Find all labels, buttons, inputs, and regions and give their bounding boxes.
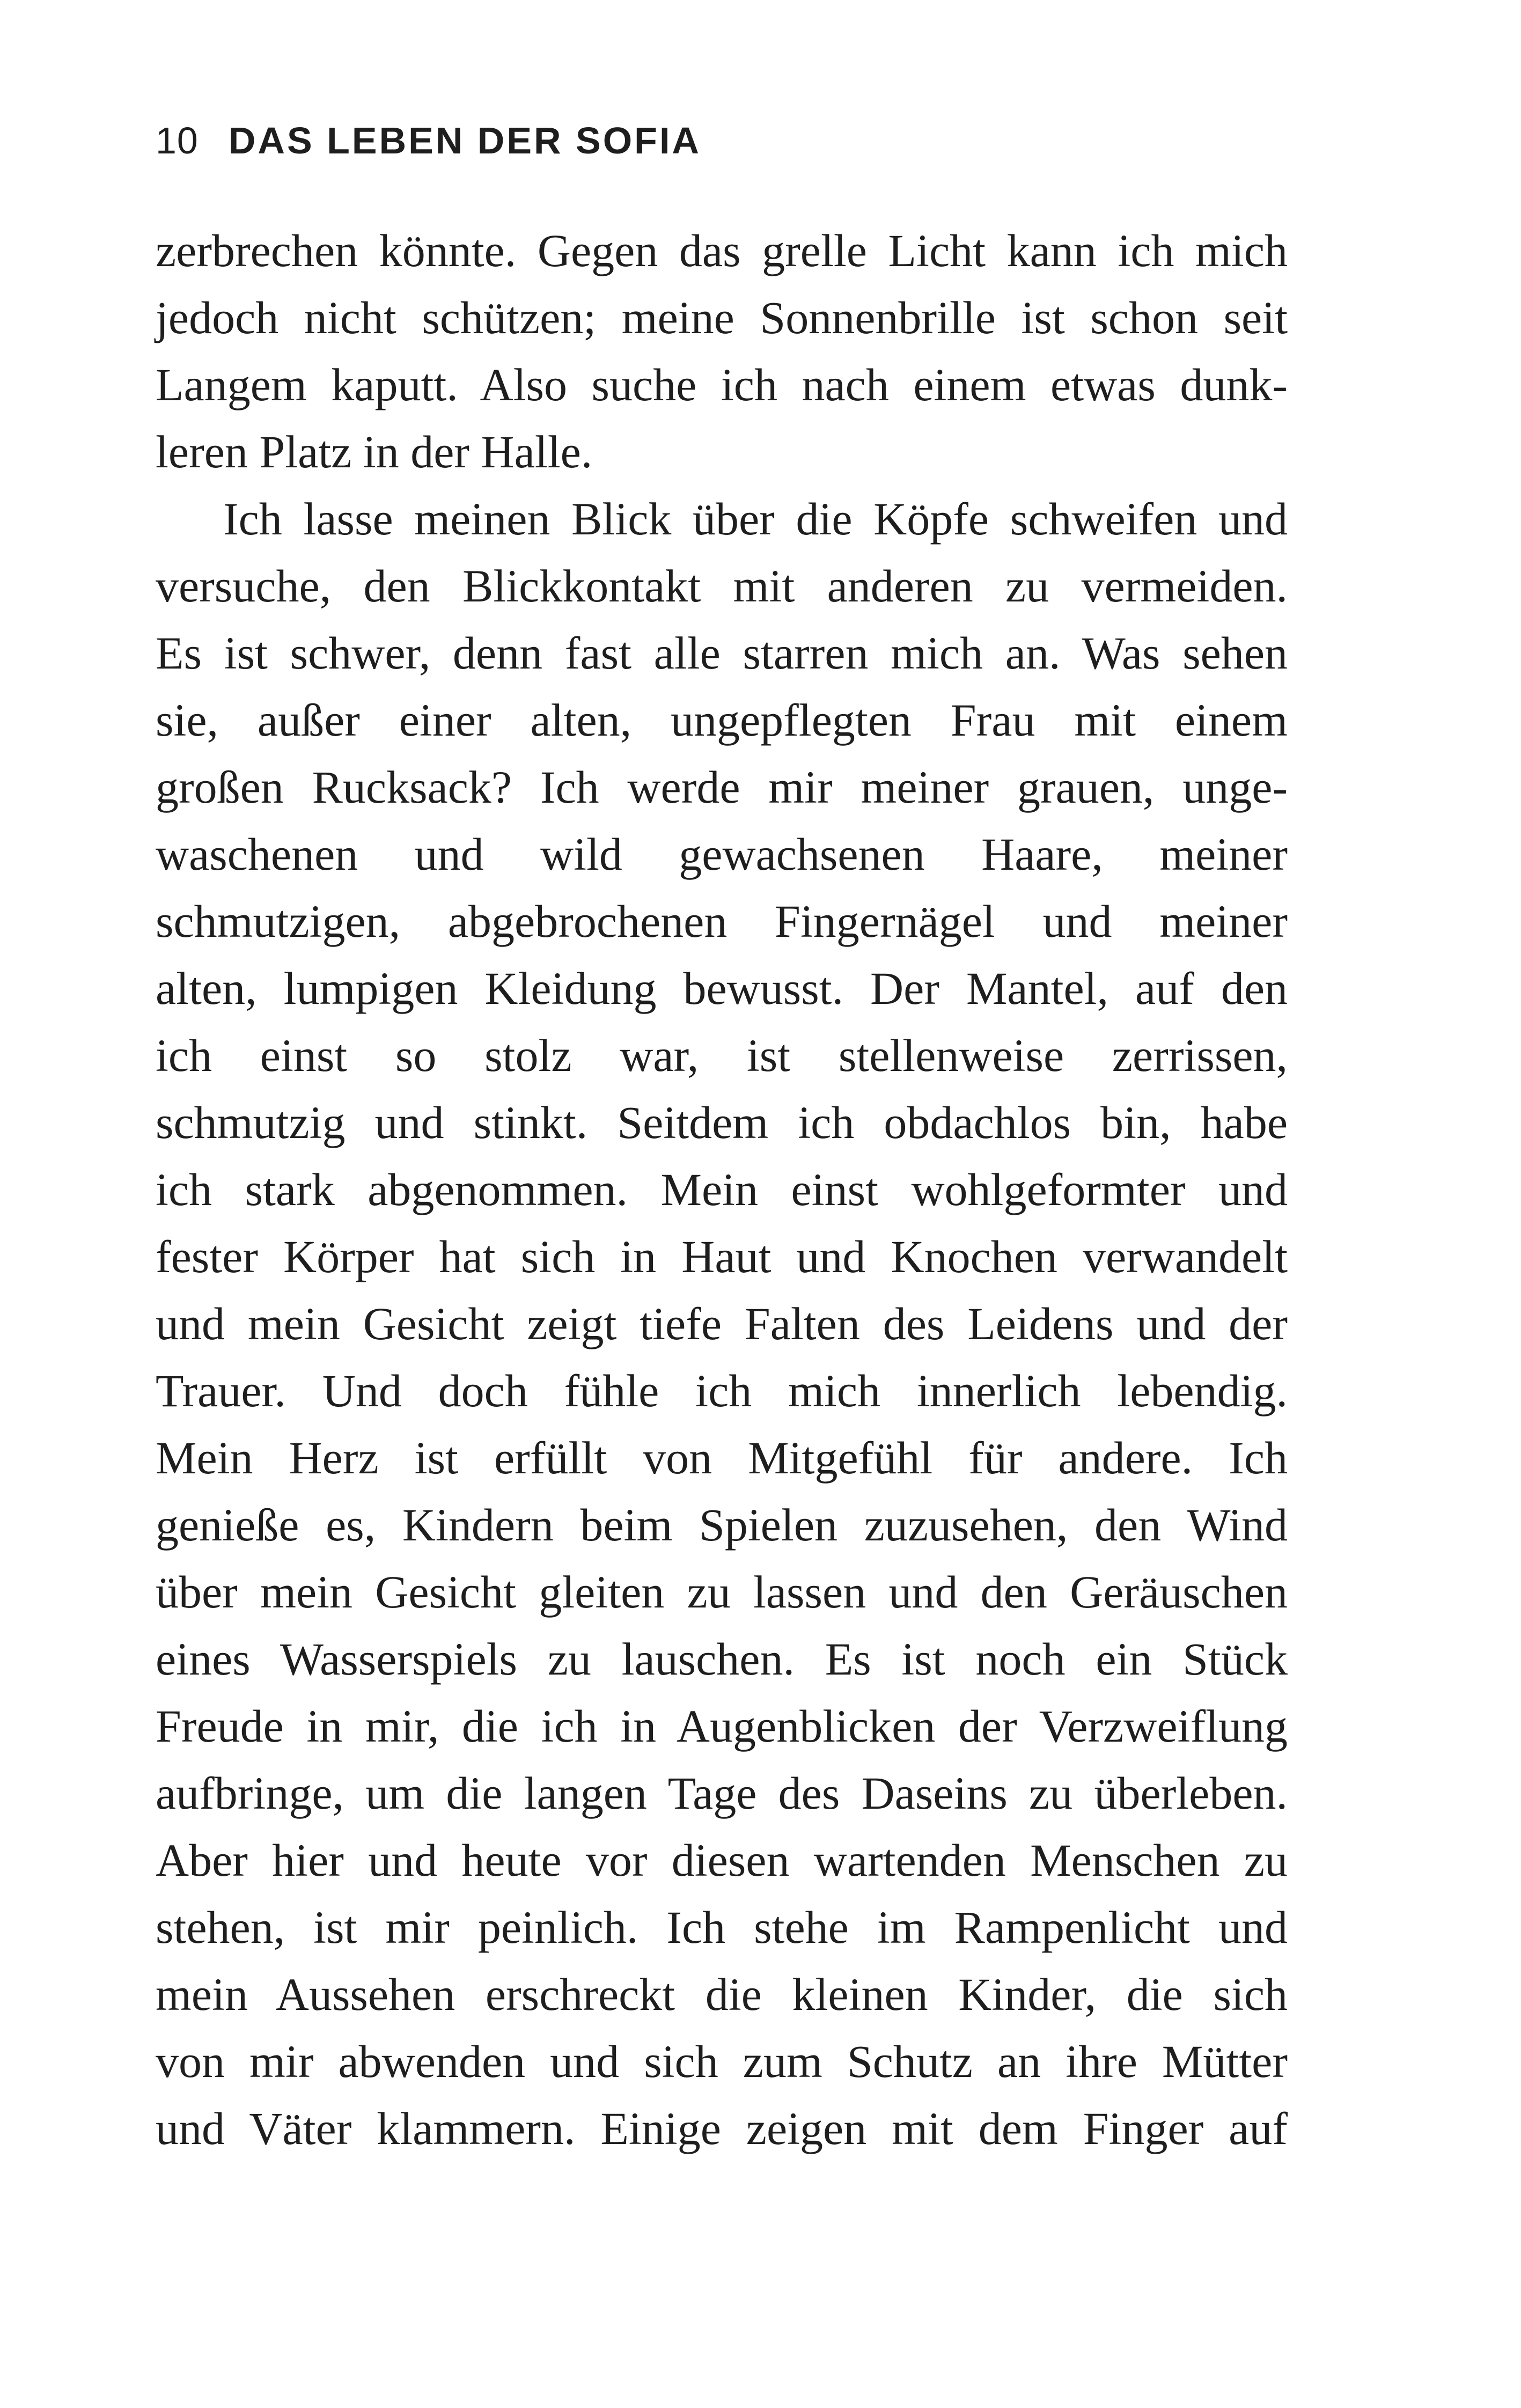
text-line: zerbrechen könnte. Gegen das grelle Licht kann ich mich — [156, 225, 1288, 276]
text-line: von mir abwenden und sich zum Schutz an ihre Mütter — [156, 2036, 1288, 2087]
text-line: großen Rucksack? Ich werde mir meiner grauen, unge- — [156, 761, 1288, 813]
text-line: fester Körper hat sich in Haut und Knochen verwandelt — [156, 1231, 1288, 1282]
body-text — [156, 217, 1288, 2162]
text-line: aufbringe, um die langen Tage des Daseins zu überleben. — [156, 1767, 1288, 1819]
text-line: Langem kaputt. Also suche ich nach einem etwas dunk- — [156, 359, 1288, 410]
text-line: jedoch nicht schützen; meine Sonnenbrille ist schon seit — [156, 292, 1288, 343]
text-line: Freude in mir, die ich in Augenblicken der Verzweiflung — [156, 1700, 1288, 1752]
text-line: genieße es, Kindern beim Spielen zuzusehen, den Wind — [156, 1499, 1288, 1551]
text-line: Es ist schwer, denn fast alle starren mich an. Was sehen — [156, 627, 1288, 679]
text-line: Trauer. Und doch fühle ich mich innerlich lebendig. — [156, 1365, 1288, 1416]
text-line: sie, außer einer alten, ungepflegten Frau mit einem — [156, 694, 1288, 746]
text-line: schmutzigen, abgebrochenen Fingernägel und meiner — [156, 895, 1288, 947]
text-line: stehen, ist mir peinlich. Ich stehe im Rampenlicht und — [156, 1902, 1288, 1953]
text-line: alten, lumpigen Kleidung bewusst. Der Mantel, auf den — [156, 963, 1288, 1014]
text-line: ich stark abgenommen. Mein einst wohlgeformter und — [156, 1164, 1288, 1215]
text-line: und mein Gesicht zeigt tiefe Falten des Leidens und der — [156, 1298, 1288, 1349]
running-head — [156, 119, 701, 173]
text-line: leren Platz in der Halle. — [156, 426, 593, 478]
text-line: und Väter klammern. Einige zeigen mit dem Finger auf — [156, 2103, 1288, 2154]
text-line: Mein Herz ist erfüllt von Mitgefühl für andere. Ich — [156, 1432, 1288, 1484]
text-line: waschenen und wild gewachsenen Haare, meiner — [156, 828, 1288, 880]
text-line: versuche, den Blickkontakt mit anderen zu vermeiden. — [156, 560, 1288, 612]
text-line: schmutzig und stinkt. Seitdem ich obdachlos bin, habe — [156, 1097, 1288, 1148]
text-line: Aber hier und heute vor diesen wartenden Menschen zu — [156, 1834, 1288, 1886]
page-number: 10 — [156, 120, 199, 161]
text-line: über mein Gesicht gleiten zu lassen und den Geräuschen — [156, 1566, 1288, 1618]
text-line: mein Aussehen erschreckt die kleinen Kinder, die sich — [156, 1969, 1288, 2020]
text-line: ich einst so stolz war, ist stellenweise zerrissen, — [156, 1030, 1288, 1081]
text-line: Ich lasse meinen Blick über die Köpfe schweifen und — [223, 493, 1288, 545]
book-title: DAS LEBEN DER SOFIA — [228, 120, 701, 161]
text-line: eines Wasserspiels zu lauschen. Es ist noch ein Stück — [156, 1633, 1288, 1685]
